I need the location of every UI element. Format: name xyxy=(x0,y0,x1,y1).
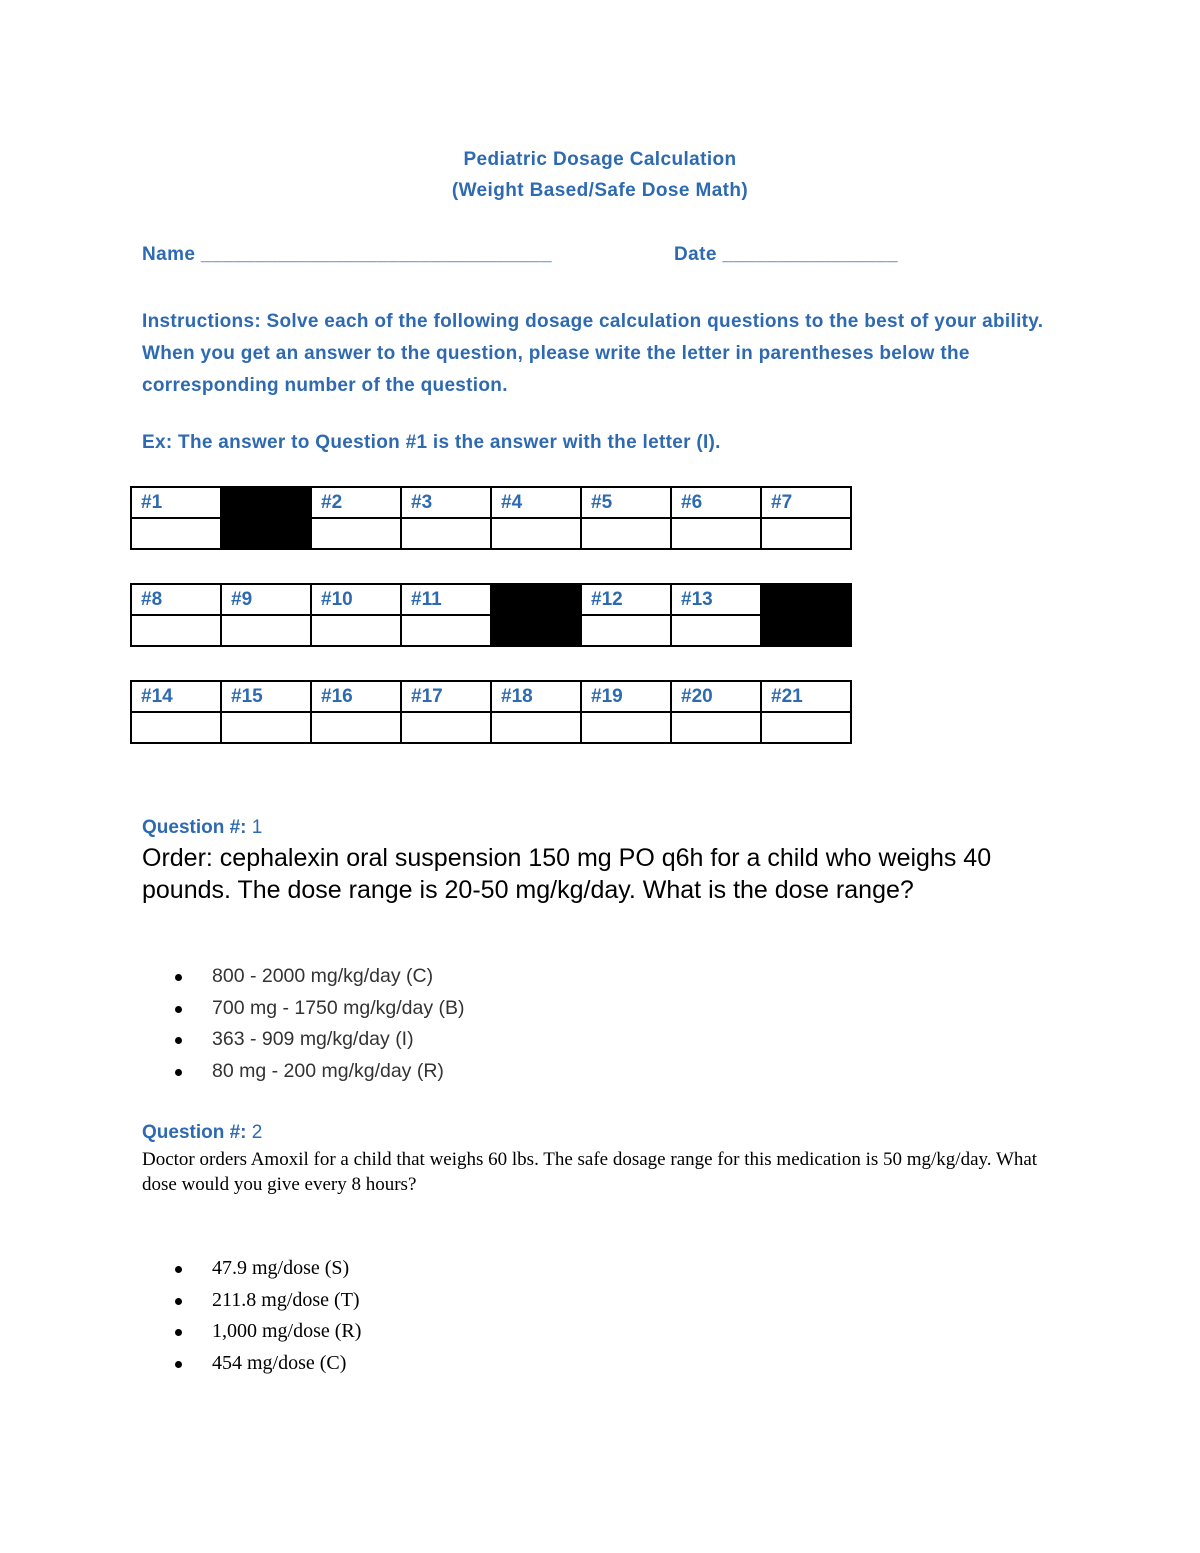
question-number: 1 xyxy=(251,817,263,838)
answer-grid-2-answers xyxy=(131,615,851,646)
question-2-text: Doctor orders Amoxil for a child that weighs 60 lbs. The safe dosage range for this medication is 50 mg/kg/day. What dose would you give every 8 hours? xyxy=(142,1149,1038,1195)
grid-cell-header: #20 xyxy=(671,681,761,712)
grid-cell-header: #12 xyxy=(581,584,671,615)
blocked-cell xyxy=(491,584,581,615)
grid-cell-header: #6 xyxy=(671,487,761,518)
answer-grid-3 xyxy=(130,680,852,744)
name-blank[interactable]: ________________________________ xyxy=(201,244,552,265)
answer-cell[interactable] xyxy=(581,615,671,646)
answer-cell[interactable] xyxy=(581,712,671,743)
bullet-icon xyxy=(175,1361,182,1368)
option-item xyxy=(172,1316,361,1348)
bullet-icon xyxy=(175,1266,182,1273)
option-text: 1,000 mg/dose (R) xyxy=(212,1320,362,1342)
blocked-cell xyxy=(221,518,311,549)
answer-cell[interactable] xyxy=(311,712,401,743)
instructions: Instructions: Solve each of the following dosage calculation questions to the best of your ability. When you get an answer to the question, please write the letter in parentheses below the corresponding number of the question. xyxy=(142,311,1044,396)
grid-cell-header: #7 xyxy=(761,487,851,518)
grid-cell-header: #15 xyxy=(221,681,311,712)
date-blank[interactable]: ________________ xyxy=(722,244,898,265)
option-text: 700 mg - 1750 mg/kg/day (B) xyxy=(212,996,465,1019)
question-2-options xyxy=(172,1253,361,1379)
page-title: Pediatric Dosage Calculation xyxy=(463,149,737,170)
blocked-cell xyxy=(221,487,311,518)
grid-cell-header: #9 xyxy=(221,584,311,615)
grid-cell-header: #14 xyxy=(131,681,221,712)
answer-cell[interactable] xyxy=(131,518,221,549)
grid-cell-header: #17 xyxy=(401,681,491,712)
bullet-icon xyxy=(175,1037,182,1044)
option-item xyxy=(172,961,465,993)
example: Ex: The answer to Question #1 is the answer with the letter (I). xyxy=(142,432,721,453)
answer-cell[interactable] xyxy=(671,615,761,646)
question-1-options xyxy=(172,961,465,1087)
grid-cell-header: #16 xyxy=(311,681,401,712)
option-item xyxy=(172,1056,465,1088)
answer-cell[interactable] xyxy=(401,615,491,646)
blocked-cell xyxy=(761,615,851,646)
grid-cell-header: #19 xyxy=(581,681,671,712)
answer-cell[interactable] xyxy=(131,712,221,743)
name-field[interactable] xyxy=(142,244,552,266)
answer-cell[interactable] xyxy=(401,518,491,549)
option-text: 80 mg - 200 mg/kg/day (R) xyxy=(212,1059,444,1082)
grid-cell-header: #10 xyxy=(311,584,401,615)
blocked-cell xyxy=(761,584,851,615)
name-label: Name xyxy=(142,244,196,265)
option-text: 454 mg/dose (C) xyxy=(212,1351,347,1374)
question-2-heading xyxy=(142,1122,262,1144)
date-label: Date xyxy=(674,244,717,265)
grid-cell-header: #3 xyxy=(401,487,491,518)
option-item xyxy=(172,1253,361,1285)
option-item xyxy=(172,1024,465,1056)
bullet-icon xyxy=(175,1069,182,1076)
bullet-icon xyxy=(175,974,182,981)
bullet-icon xyxy=(175,1006,182,1013)
answer-cell[interactable] xyxy=(671,712,761,743)
question-1-text: Order: cephalexin oral suspension 150 mg PO q6h for a child who weighs 40 pounds. The dose range is 20-50 mg/kg/day. What is the dose range? xyxy=(142,844,992,904)
answer-cell[interactable] xyxy=(581,518,671,549)
question-1-heading xyxy=(142,817,262,839)
grid-cell-header: #2 xyxy=(311,487,401,518)
option-text: 363 - 909 mg/kg/day (I) xyxy=(212,1028,414,1050)
answer-cell[interactable] xyxy=(401,712,491,743)
answer-grid-1 xyxy=(130,486,852,550)
answer-cell[interactable] xyxy=(311,518,401,549)
grid-cell-header: #1 xyxy=(131,487,221,518)
answer-cell[interactable] xyxy=(761,712,851,743)
answer-cell[interactable] xyxy=(311,615,401,646)
grid-cell-header: #8 xyxy=(131,584,221,615)
option-text: 211.8 mg/dose (T) xyxy=(212,1288,360,1311)
grid-cell-header: #21 xyxy=(761,681,851,712)
blocked-cell xyxy=(491,615,581,646)
answer-grid-3-answers xyxy=(131,712,851,743)
answer-grid-1-answers xyxy=(131,518,851,549)
question-number: 2 xyxy=(251,1122,263,1143)
grid-cell-header: #18 xyxy=(491,681,581,712)
date-field[interactable] xyxy=(674,244,898,266)
grid-cell-header: #13 xyxy=(671,584,761,615)
grid-cell-header: #4 xyxy=(491,487,581,518)
page-subtitle: (Weight Based/Safe Dose Math) xyxy=(451,180,749,201)
answer-cell[interactable] xyxy=(491,518,581,549)
answer-cell[interactable] xyxy=(221,712,311,743)
option-text: 800 - 2000 mg/kg/day (C) xyxy=(212,965,434,987)
answer-cell[interactable] xyxy=(131,615,221,646)
option-text: 47.9 mg/dose (S) xyxy=(212,1257,350,1279)
question-label: Question #: xyxy=(142,1122,247,1143)
bullet-icon xyxy=(175,1329,182,1336)
grid-cell-header: #5 xyxy=(581,487,671,518)
question-label: Question #: xyxy=(142,817,247,838)
answer-cell[interactable] xyxy=(491,712,581,743)
answer-grid-1-header xyxy=(131,487,851,518)
grid-cell-header: #11 xyxy=(401,584,491,615)
answer-grid-2 xyxy=(130,583,852,647)
option-item xyxy=(172,993,465,1025)
answer-cell[interactable] xyxy=(221,615,311,646)
answer-cell[interactable] xyxy=(761,518,851,549)
option-item xyxy=(172,1348,361,1380)
bullet-icon xyxy=(175,1298,182,1305)
answer-cell[interactable] xyxy=(671,518,761,549)
answer-grid-3-header xyxy=(131,681,851,712)
answer-grid-2-header xyxy=(131,584,851,615)
option-item xyxy=(172,1285,361,1317)
